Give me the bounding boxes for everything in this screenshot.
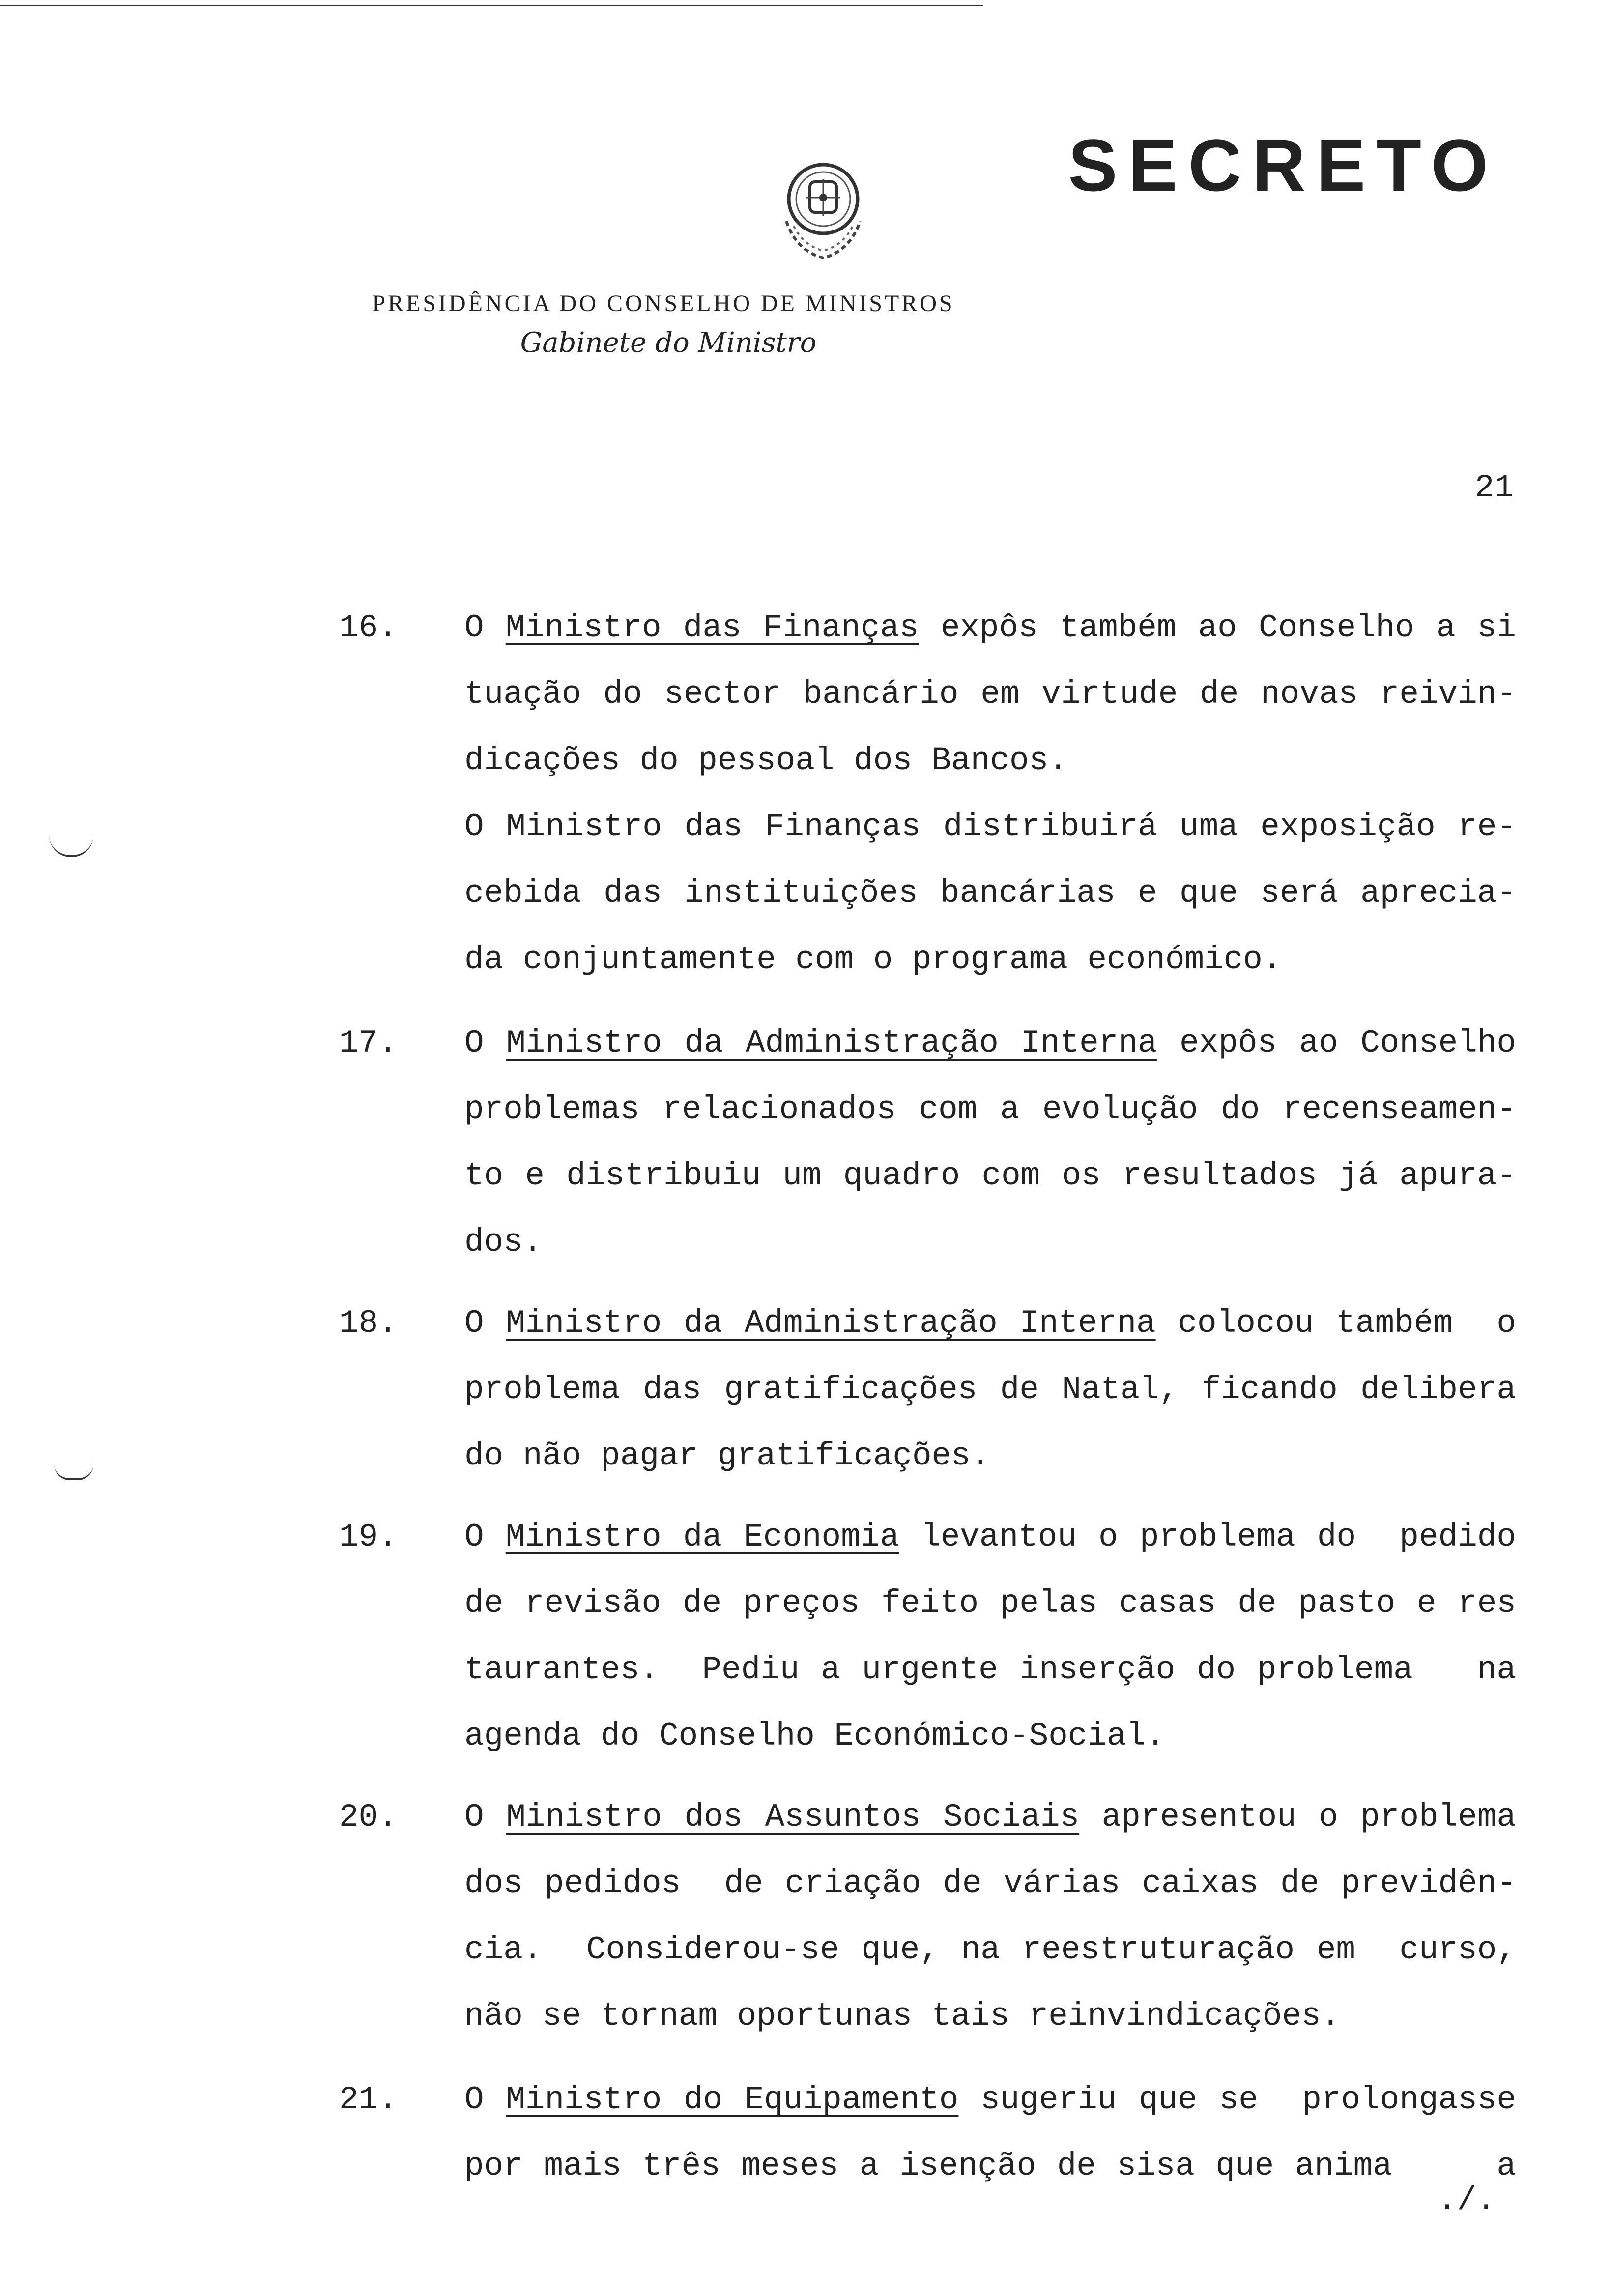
margin-mark: [49, 835, 93, 857]
item-line: agenda do Conselho Económico-Social.: [464, 1718, 1165, 1754]
item-line: O Ministro da Administração Interna colocou também o: [464, 1305, 1517, 1342]
item-line: dos pedidos de criação de várias caixas de previdên-: [464, 1865, 1516, 1902]
item-line: cia. Considerou-se que, na reestruturação em curso,: [464, 1931, 1516, 1968]
item-line: O Ministro dos Assuntos Sociais apresentou o problema: [464, 1799, 1517, 1836]
item-line: O Ministro das Finanças distribuirá uma exposição re-: [464, 808, 1516, 845]
item-number: 18.: [339, 1305, 398, 1342]
minister-name: Ministro da Economia: [505, 1519, 899, 1555]
item-line: taurantes. Pediu a urgente inserção do problema na: [464, 1651, 1516, 1688]
item-line: do não pagar gratificações.: [464, 1437, 990, 1474]
continuation-mark: ./.: [1438, 2182, 1496, 2219]
item-number: 20.: [339, 1799, 398, 1836]
item-line: dicações do pessoal dos Bancos.: [464, 742, 1068, 779]
office-title: PRESIDÊNCIA DO CONSELHO DE MINISTROS: [372, 290, 955, 316]
item-line: O Ministro da Economia levantou o problema do pedido: [464, 1519, 1516, 1555]
item-line: não se tornam oportunas tais reinvindicações.: [464, 1998, 1341, 2035]
item-number: 19.: [339, 1519, 398, 1555]
item-line: cebida das instituições bancárias e que será aprecia-: [464, 875, 1516, 912]
cabinet-subtitle: Gabinete do Ministro: [520, 327, 817, 359]
coat-of-arms-seal-icon: [767, 152, 885, 270]
minister-name: Ministro da Administração Interna: [506, 1025, 1157, 1062]
item-line: problema das gratificações de Natal, ficando delibera: [464, 1371, 1516, 1408]
item-line: da conjuntamente com o programa económico.: [464, 941, 1282, 978]
minister-name: Ministro dos Assuntos Sociais: [506, 1799, 1080, 1836]
item-number: 16.: [339, 609, 398, 646]
item-line: de revisão de preços feito pelas casas de pasto e res: [464, 1585, 1516, 1622]
item-line: O Ministro das Finanças expôs também ao Conselho a si: [464, 609, 1516, 646]
minister-name: Ministro do Equipamento: [506, 2081, 959, 2118]
item-line: tuação do sector bancário em virtude de novas reivin-: [464, 676, 1516, 713]
minister-name: Ministro das Finanças: [505, 609, 919, 646]
item-line: problemas relacionados com a evolução do recenseamen-: [464, 1091, 1516, 1128]
minister-name: Ministro da Administração Interna: [506, 1305, 1156, 1342]
page-number: 21: [1474, 469, 1514, 506]
item-line: por mais três meses a isenção de sisa que anima a: [464, 2148, 1516, 2184]
top-rule: [0, 5, 983, 6]
item-number: 21.: [339, 2081, 398, 2118]
item-line: O Ministro do Equipamento sugeriu que se prolongasse: [464, 2081, 1517, 2118]
margin-mark: [54, 1464, 93, 1480]
classification-stamp: SECRETO: [1068, 124, 1499, 206]
item-number: 17.: [339, 1025, 398, 1062]
item-line: dos.: [464, 1224, 543, 1261]
item-line: to e distribuiu um quadro com os resultados já apura-: [464, 1157, 1516, 1194]
item-line: O Ministro da Administração Interna expôs ao Conselho: [464, 1025, 1517, 1062]
